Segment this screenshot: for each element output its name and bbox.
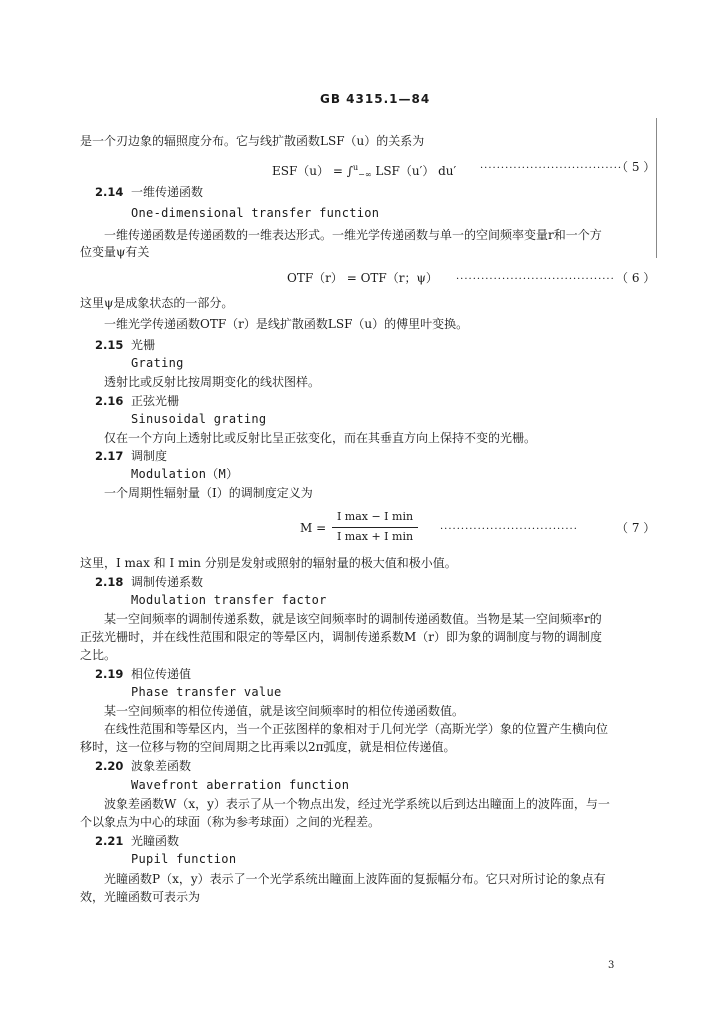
section-number: 2.20 [95,759,124,773]
paragraph-line: 正弦光栅时，并在线性范围和限定的等晕区内，调制传递系数M（r）即为象的调制度与物的调制度 [80,630,603,644]
equation-7-lhs: M = [300,521,327,535]
equation-7-fraction-bar [332,527,418,528]
section-english-title: Wavefront aberration function [131,778,350,792]
section-english-title: Sinusoidal grating [131,412,267,426]
paragraph-line: 位变量ψ有关 [80,245,150,259]
paragraph-line: 仅在一个方向上透射比或反射比呈正弦变化，而在其垂直方向上保持不变的光栅。 [104,431,537,445]
section-english-title: One-dimensional transfer function [131,206,380,220]
paragraph-line: 之比。 [80,648,117,662]
section-title: 正弦光栅 [131,394,180,408]
paragraph-line: 波象差函数W（x，y）表示了从一个物点出发，经过光学系统以后到达出瞳面上的波阵面，与一 [104,797,610,811]
section-number: 2.16 [95,394,124,408]
paragraph-line: 某一空间频率的相位传递值，就是该空间频率时的相位传递函数值。 [104,704,465,718]
section-number: 2.21 [95,834,124,848]
equation-5-lower-limit: −∞ [358,170,372,179]
paragraph-line: 在线性范围和等晕区内，当一个正弦图样的象相对于几何光学（高斯光学）象的位置产生横向位 [104,722,609,736]
section-title: 相位传递值 [131,667,192,681]
equation-6-number: （ 6 ） [616,271,656,285]
scan-margin-line [656,118,657,258]
paragraph-line: 这里ψ是成象状态的一部分。 [80,296,234,310]
section-title: 调制传递系数 [131,575,204,589]
equation-5-leader-dots: ·································· [480,163,623,174]
equation-7-number: （ 7 ） [616,521,656,535]
section-title: 波象差函数 [131,759,192,773]
section-number: 2.17 [95,449,124,463]
equation-5-number: （ 5 ） [616,160,656,174]
section-title: 一维传递函数 [131,185,204,199]
section-number: 2.14 [95,185,124,199]
section-english-title: Pupil function [131,852,237,866]
equation-6-leader-dots: ······································ [456,274,615,285]
page-number: 3 [608,960,615,971]
section-number: 2.19 [95,667,124,681]
paragraph-line: 移时，这一位移与物的空间周期之比再乘以2π弧度，就是相位传递值。 [80,740,456,754]
paragraph-line: 效，光瞳函数可表示为 [80,890,201,904]
paragraph-line: 这里，I max 和 I min 分别是发射或照射的辐射量的极大值和极小值。 [80,556,457,570]
equation-5-rhs: LSF（u′） du′ [375,164,457,178]
section-english-title: Modulation transfer factor [131,593,327,607]
equation-6: OTF（r） = OTF（r；ψ） [287,271,438,285]
equation-5 [272,160,456,182]
section-title: 光瞳函数 [131,834,180,848]
section-english-title: Grating [131,356,184,370]
paragraph-line: 透射比或反射比按周期变化的线状图样。 [104,375,321,389]
paragraph-line: 一个周期性辐射量（I）的调制度定义为 [104,486,313,500]
equation-5-lhs: ESF（u） = ∫ [272,164,353,178]
section-number: 2.15 [95,338,124,352]
page-header-standard: GB 4315.1—84 [320,92,431,106]
paragraph-line: 某一空间频率的调制传递系数，就是该空间频率时的调制传递函数值。当物是某一空间频率r的 [104,612,602,626]
section-title: 光栅 [131,338,156,352]
section-title: 调制度 [131,449,168,463]
paragraph-line: 一维光学传递函数OTF（r）是线扩散函数LSF（u）的傅里叶变换。 [104,317,469,331]
equation-7-denominator: I max + I min [336,530,414,543]
paragraph-line: 个以象点为中心的球面（称为参考球面）之间的光程差。 [80,815,381,829]
section-number: 2.18 [95,575,124,589]
section-english-title: Phase transfer value [131,685,282,699]
equation-7-numerator: I max − I min [336,510,414,523]
section-english-title: Modulation（M） [131,467,239,481]
paragraph-line: 光瞳函数P（x，y）表示了一个光学系统出瞳面上波阵面的复振幅分布。它只对所讨论的象点有 [104,872,606,886]
paragraph-line: 一维传递函数是传递函数的一维表达形式。一维光学传递函数与单一的空间频率变量r和一个方 [104,228,602,242]
paragraph-line: 是一个刃边象的辐照度分布。它与线扩散函数LSF（u）的关系为 [80,134,425,148]
equation-7-leader-dots: ································· [440,524,578,535]
equation-5-upper-limit: u [352,163,359,172]
